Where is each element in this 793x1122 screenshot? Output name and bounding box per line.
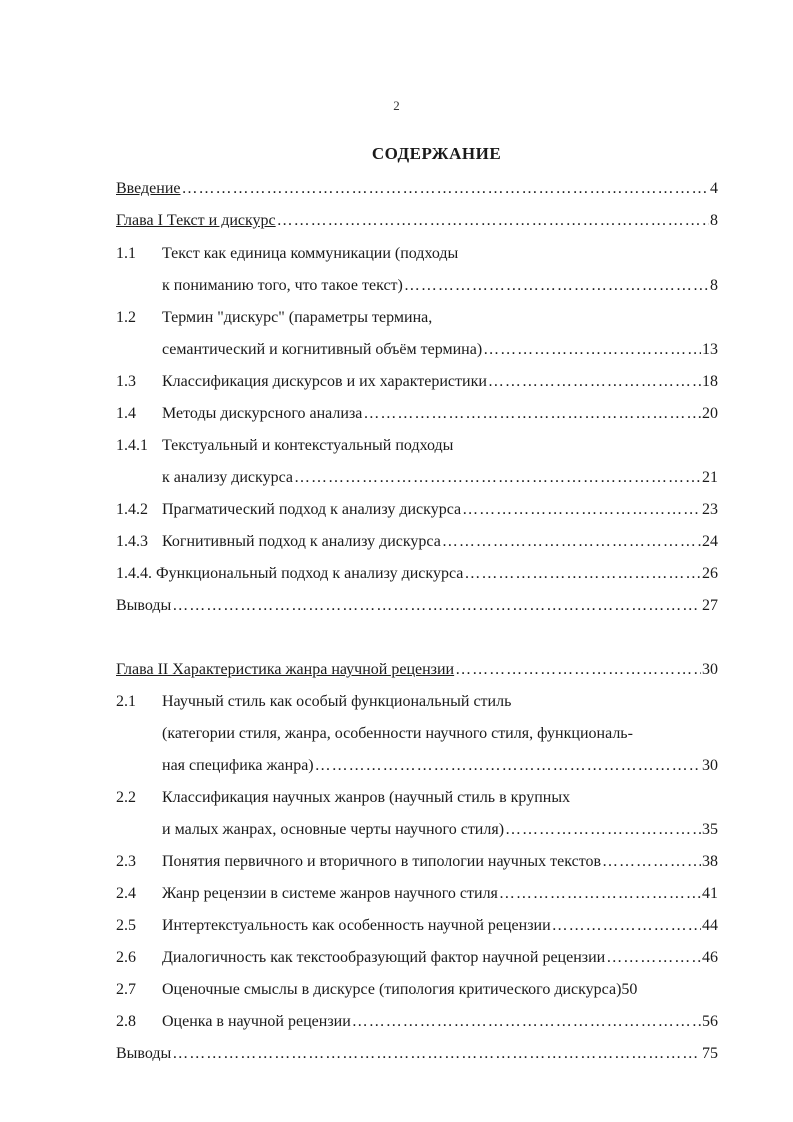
toc-entry-1-1-line1 — [116, 244, 718, 264]
toc-entry-1-3 — [116, 372, 718, 392]
toc-entry-chapter-2 — [116, 660, 718, 680]
toc-entry-text: к анализу дискурса — [162, 469, 293, 486]
toc-entry-number: 1.4.3 — [116, 533, 148, 550]
toc-page-number: 50 — [621, 981, 638, 998]
toc-entry-number: 2.1 — [116, 693, 136, 710]
toc-entry-intro — [116, 179, 718, 199]
toc-entry-1-4-3 — [116, 532, 718, 552]
toc-entry-text: Методы дискурсного анализа — [162, 405, 363, 422]
toc-entry-number: 2.8 — [116, 1013, 136, 1030]
toc-page-number: 46 — [702, 949, 718, 966]
toc-entry-text: Когнитивный подход к анализу дискурса — [162, 533, 441, 550]
toc-page-number: 8 — [710, 277, 718, 294]
toc-entry-text: семантический и когнитивный объём термина) — [162, 341, 483, 358]
toc-entry-2-8 — [116, 1012, 718, 1032]
leader-dots — [462, 500, 701, 520]
toc-entry-1-2-line2 — [116, 340, 718, 360]
toc-entry-2-1-line2 — [116, 724, 718, 744]
toc-page-number: 27 — [702, 597, 718, 614]
toc-entry-conclusions-2 — [116, 1044, 718, 1064]
toc-entry-number: 2.3 — [116, 853, 136, 870]
toc-entry-text: (категории стиля, жанра, особенности научного стиля, функциональ- — [162, 725, 633, 742]
leader-dots — [352, 1012, 701, 1032]
toc-entry-number: 2.7 — [116, 981, 136, 998]
toc-entry-1-2-line1 — [116, 308, 718, 328]
leader-dots — [294, 468, 701, 488]
leader-dots — [464, 564, 701, 584]
toc-page-number: 21 — [702, 469, 718, 486]
toc-entry-number: 1.2 — [116, 309, 136, 326]
toc-entry-number: 1.1 — [116, 245, 136, 262]
toc-entry-text: Научный стиль как особый функциональный стиль — [162, 693, 512, 710]
toc-entry-2-2-line2 — [116, 820, 718, 840]
toc-entry-text: Прагматический подход к анализу дискурса — [162, 501, 462, 518]
toc-entry-1-4-2 — [116, 500, 718, 520]
toc-page-number: 8 — [710, 212, 718, 229]
toc-page-number: 41 — [702, 885, 718, 902]
toc-entry-text: Глава I Текст и дискурс — [116, 212, 276, 229]
leader-dots — [606, 948, 701, 968]
toc-entry-2-6 — [116, 948, 718, 968]
toc-entry-1-4-1-line1 — [116, 436, 718, 456]
leader-dots — [363, 404, 701, 424]
toc-entry-number: 2.2 — [116, 789, 136, 806]
toc-page-number: 35 — [702, 821, 718, 838]
leader-dots — [488, 372, 701, 392]
toc-entry-2-1-line1 — [116, 692, 718, 712]
toc-entry-text: Глава II Характеристика жанра научной рецензии — [116, 661, 455, 678]
leader-dots — [552, 916, 701, 936]
toc-entry-text: Оценочные смыслы в дискурсе (типология критического дискурса) — [162, 981, 622, 998]
toc-entry-2-2-line1 — [116, 788, 718, 808]
toc-entry-number: 1.4.1 — [116, 437, 148, 454]
toc-page-number: 30 — [702, 661, 718, 678]
leader-dots — [442, 532, 701, 552]
toc-entry-text: Выводы — [116, 1045, 172, 1062]
toc-entry-text: Термин "дискурс" (параметры термина, — [162, 309, 433, 326]
toc-page-number: 56 — [702, 1013, 718, 1030]
toc-page-number: 20 — [702, 405, 718, 422]
leader-dots — [483, 340, 701, 360]
toc-entry-text: Введение — [116, 180, 181, 197]
toc-entry-number: 1.3 — [116, 373, 136, 390]
toc-entry-1-1-line2 — [116, 276, 718, 296]
toc-page-number: 44 — [702, 917, 718, 934]
toc-entry-1-4-4 — [116, 564, 718, 584]
toc-entry-1-4 — [116, 404, 718, 424]
toc-entry-text: Классификация дискурсов и их характеристики — [162, 373, 487, 390]
toc-entry-text: Диалогичность как текстообразующий фактор научной рецензии — [162, 949, 606, 966]
toc-entry-chapter-1 — [116, 211, 718, 231]
toc-page-number: 26 — [702, 565, 718, 582]
toc-page-number: 23 — [702, 501, 718, 518]
toc-entry-text: Понятия первичного и вторичного в типологии научных текстов — [162, 853, 602, 870]
toc-entry-text: и малых жанрах, основные черты научного стиля) — [162, 821, 505, 838]
toc-entry-2-4 — [116, 884, 718, 904]
toc-page-number: 18 — [702, 373, 718, 390]
toc-entry-number: 2.5 — [116, 917, 136, 934]
leader-dots — [404, 276, 709, 296]
toc-entry-text: Выводы — [116, 597, 172, 614]
toc-entry-text: ная специфика жанра) — [162, 757, 314, 774]
leader-dots — [602, 852, 701, 872]
toc-page-number: 38 — [702, 853, 718, 870]
toc-entry-text: Жанр рецензии в системе жанров научного стиля — [162, 885, 498, 902]
toc-page-number: 75 — [702, 1045, 718, 1062]
toc-entry-2-1-line3 — [116, 756, 718, 776]
toc-entry-conclusions-1 — [116, 596, 718, 616]
toc-page-number: 24 — [702, 533, 718, 550]
leader-dots — [172, 596, 701, 616]
leader-dots — [172, 1044, 701, 1064]
toc-entry-text: Классификация научных жанров (научный стиль в крупных — [162, 789, 571, 806]
toc-page-number: 4 — [710, 180, 718, 197]
toc-entry-text: Оценка в научной рецензии — [162, 1013, 351, 1030]
toc-entry-text: Текстуальный и контекстуальный подходы — [162, 437, 454, 454]
leader-dots — [505, 820, 701, 840]
toc-entry-text: Текст как единица коммуникации (подходы — [162, 245, 459, 262]
toc-entry-1-4-1-line2 — [116, 468, 718, 488]
toc-entry-number: 2.4 — [116, 885, 136, 902]
toc-entry-number: 1.4 — [116, 405, 136, 422]
leader-dots — [315, 756, 701, 776]
toc-entry-number: 1.4.2 — [116, 501, 148, 518]
toc-entry-text: к пониманию того, что такое текст) — [162, 277, 403, 294]
leader-dots — [182, 179, 710, 199]
toc-entry-number: 2.6 — [116, 949, 136, 966]
toc-page-number: 13 — [702, 341, 718, 358]
toc-entry-2-5 — [116, 916, 718, 936]
leader-dots — [455, 660, 701, 680]
leader-dots — [499, 884, 701, 904]
toc-page-number: 30 — [702, 757, 718, 774]
toc-title: СОДЕРЖАНИЕ — [371, 144, 502, 163]
toc-entry-2-3 — [116, 852, 718, 872]
toc-entry-text: 1.4.4. Функциональный подход к анализу дискурса — [116, 565, 464, 582]
toc-entry-2-7 — [116, 980, 718, 1000]
leader-dots — [277, 211, 709, 231]
toc-entry-text: Интертекстуальность как особенность научной рецензии — [162, 917, 551, 934]
page-number: 2 — [393, 98, 400, 113]
